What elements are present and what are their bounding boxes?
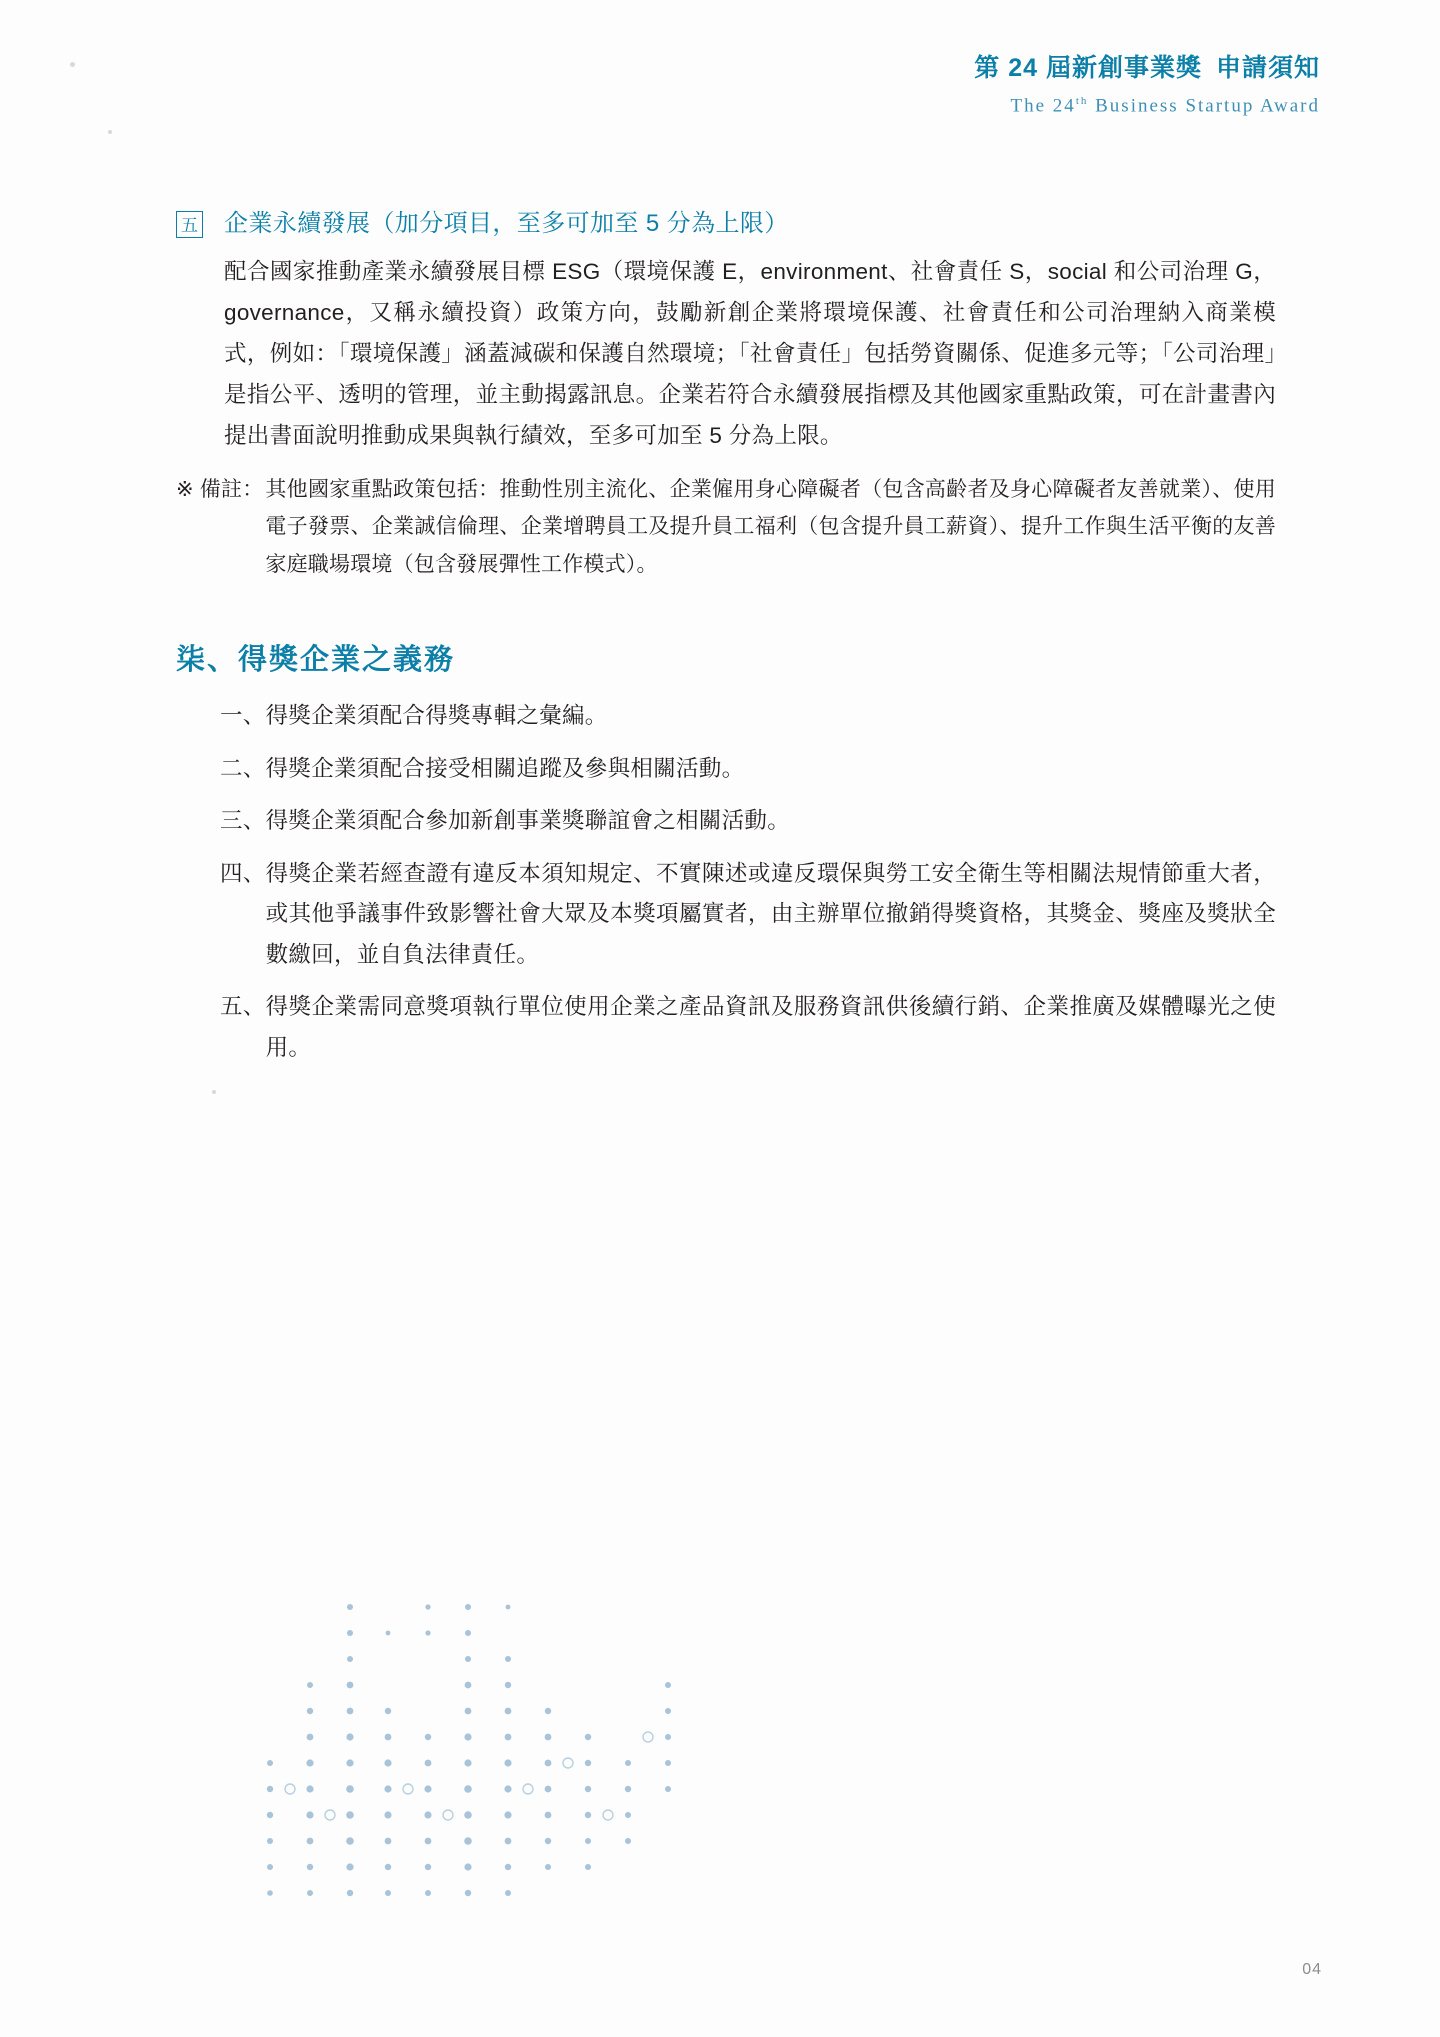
list-item-text: 得獎企業須配合接受相關追蹤及參與相關活動。: [265, 755, 745, 781]
header-title-english-pre: The 24: [1010, 94, 1076, 116]
list-item-marker: 四、: [220, 860, 266, 886]
list-item-marker: 一、: [220, 703, 266, 728]
header-title-chinese-left: 第 24 屆新創事業獎: [974, 54, 1202, 82]
scan-speck: [108, 130, 112, 134]
note-text: 其他國家重點政策包括：推動性別主流化、企業僱用身心障礙者（包含高齡者及身心障礙者友善就業）、使用電子發票、企業誠信倫理、企業增聘員工及提升員工福利（包含提升員工薪資）、提升工作與生活平衡的友善家庭職場環境（包含發展彈性工作模式）。: [265, 477, 1276, 576]
header-title-english-ordinal: th: [1075, 94, 1089, 107]
scan-speck: [212, 1090, 216, 1094]
list-item: [220, 696, 1276, 737]
section-five-heading: 企業永續發展（加分項目，至多可加至 5 分為上限）: [224, 210, 789, 237]
list-item-text: 得獎企業需同意獎項執行單位使用企業之產品資訊及服務資訊供後續行銷、企業推廣及媒體曝光之使用。: [265, 994, 1276, 1060]
header-title-english-post: Business Startup Award: [1088, 94, 1320, 116]
list-item: [220, 801, 1276, 842]
list-item: [220, 749, 1276, 790]
list-item-marker: 五、: [220, 994, 266, 1019]
section-five-note: [176, 471, 1276, 583]
decorative-dot-pattern: [240, 1587, 820, 1917]
header-title-english: [974, 95, 1320, 117]
list-item-text: 得獎企業若經查證有違反本須知規定、不實陳述或違反環保與勞工安全衛生等相關法規情節重大者，或其他爭議事件致影響社會大眾及本獎項屬實者，由主辦單位撤銷得獎資格，其獎金、獎座及獎狀全數繳回，並自負法律責任。: [265, 860, 1276, 967]
section-seven-heading: 柒、得獎企業之義務: [176, 644, 456, 676]
section-seven-list: [176, 696, 1276, 1068]
list-item-marker: 三、: [220, 808, 266, 833]
list-item-text: 得獎企業須配合得獎專輯之彙編。: [265, 703, 608, 728]
section-five-number: 五: [176, 211, 203, 238]
list-item: [220, 987, 1276, 1068]
list-item-text: 得獎企業須配合參加新創事業獎聯誼會之相關活動。: [265, 808, 791, 833]
document-body: [176, 205, 1276, 1080]
list-item-marker: 二、: [220, 755, 266, 781]
page-number: 04: [1302, 1961, 1322, 1978]
section-five-paragraph: 配合國家推動產業永續發展目標 ESG（環境保護 E，environment、社會責任 S，social 和公司治理 G，governance，又稱永續投資）政策方向，鼓勵新創企業將環境保護、社會責任和公司治理納入商業模式，例如：「環境保護」涵蓋減碳和保護自然環境；「社會責任」包括勞資關係、促進多元等；「公司治理」是指公平、透明的管理，並主動揭露訊息。企業若符合永續發展指標及其他國家重點政策，可在計畫書內提出書面說明推動成果與執行績效，至多可加至 5 分為上限。: [224, 259, 1276, 448]
list-item: [220, 854, 1276, 976]
page-header: [974, 52, 1320, 117]
note-mark-icon: ※: [176, 477, 194, 501]
section-five: [176, 205, 1276, 457]
note-label: 備註：: [199, 477, 264, 501]
scan-speck: [70, 62, 75, 67]
header-title-chinese-right: 申請須知: [1215, 54, 1320, 82]
header-title-chinese: [974, 52, 1320, 85]
